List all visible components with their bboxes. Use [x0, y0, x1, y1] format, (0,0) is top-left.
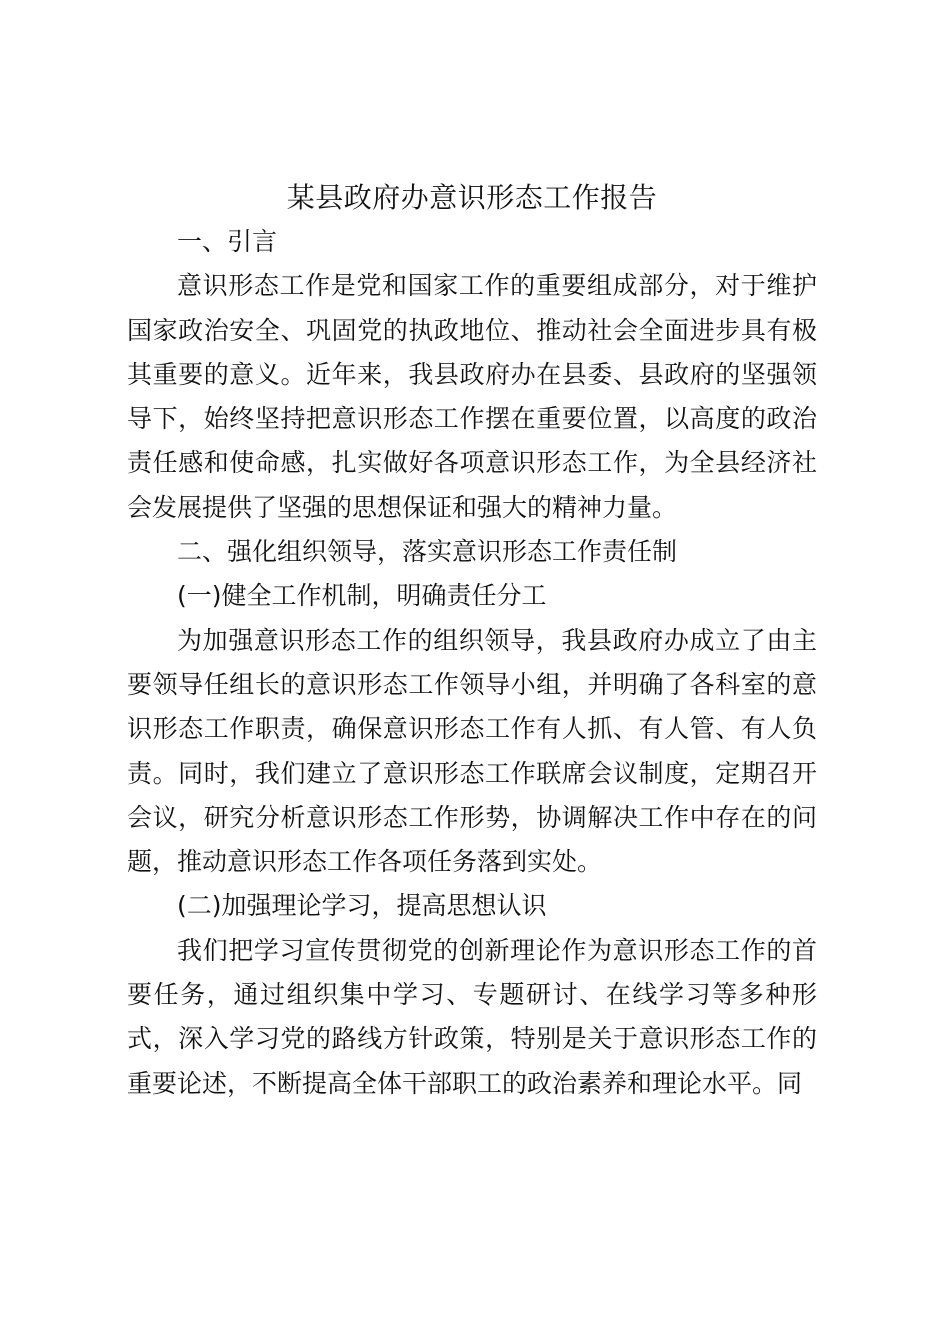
document-title: 某县政府办意识形态工作报告	[286, 181, 658, 214]
paragraph-intro: 意识形态工作是党和国家工作的重要组成部分，对于维护国家政治安全、巩固党的执政地位、推动社会全面进步具有极其重要的意义。近年来，我县政府办在县委、县政府的坚强领导下，始终坚持把意识形态工作摆在重要位置，以高度的政治责任感和使命感，扎实做好各项意识形态工作，为全县经济社会发展提供了坚强的思想保证和强大的精神力量。	[127, 271, 817, 522]
paragraph-study: 我们把学习宣传贯彻党的创新理论作为意识形态工作的首要任务，通过组织集中学习、专题研讨、在线学习等多种形式，深入学习党的路线方针政策，特别是关于意识形态工作的重要论述，不断提高全体干部职工的政治素养和理论水平。同	[127, 935, 817, 1098]
paragraph-mechanism: 为加强意识形态工作的组织领导，我县政府办成立了由主要领导任组长的意识形态工作领导小组，并明确了各科室的意识形态工作职责，确保意识形态工作有人抓、有人管、有人负责。同时，我们建立了意识形态工作联席会议制度，定期召开会议，研究分析意识形态工作形势，协调解决工作中存在的问题，推动意识形态工作各项任务落到实处。	[127, 625, 817, 877]
subsection-heading-mechanism: (一)健全工作机制，明确责任分工	[177, 581, 547, 611]
section-heading-intro: 一、引言	[177, 227, 278, 256]
subsection-heading-study: (二)加强理论学习，提高思想认识	[177, 891, 547, 921]
document-page	[127, 176, 817, 1106]
section-heading-leadership: 二、强化组织领导，落实意识形态工作责任制	[177, 537, 678, 567]
